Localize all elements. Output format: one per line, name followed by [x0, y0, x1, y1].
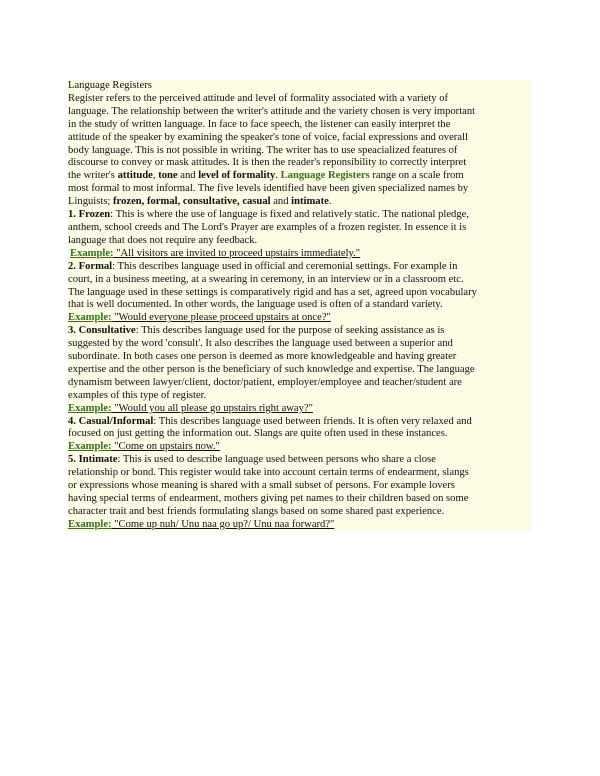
intro-text: ,: [152, 170, 159, 182]
intro-text: range on a scale from: [369, 170, 464, 182]
section-consultative: [68, 325, 532, 415]
term-formal: formal: [146, 196, 178, 208]
example-label: Example:: [68, 441, 112, 453]
example-text: "Would you all please go upstairs right away?": [111, 402, 313, 414]
section-text: : This is where the use of language is fixed and relatively static. The national pledge,: [110, 209, 469, 221]
section-line: suggested by the word 'consult'. It also describes the language used between a superior and: [68, 338, 453, 350]
intro-line: [68, 196, 532, 209]
section-line: having special terms of endearment, mothers giving pet names to their children based on some: [68, 493, 469, 504]
section-line: language that does not require any feedback.: [68, 234, 258, 246]
section-text: : This is used to describe language used between persons who share a close: [117, 454, 436, 466]
example-line: [68, 403, 532, 416]
intro-line: attitude of the speaker by examining the speaker's tone of voice, facial expressions and overall: [68, 131, 468, 143]
intro-text: .: [275, 170, 281, 182]
intro-text: .: [328, 196, 332, 208]
intro-line: [68, 170, 532, 183]
example-label: Example:: [68, 402, 112, 414]
section-line: examples of this type of register.: [68, 389, 207, 401]
term-consultative: consultative: [182, 196, 238, 208]
section-heading: 2. Formal: [68, 260, 113, 272]
section-heading: 3. Consultative: [68, 325, 136, 337]
intro-line: language. The relationship between the writer's attitude and the variety chosen is very important: [68, 105, 476, 117]
section-heading: 4. Casual/Informal: [68, 415, 154, 427]
section-line: [68, 261, 532, 274]
term-frozen: frozen: [113, 196, 142, 208]
intro-text: the writer's: [68, 170, 118, 182]
section-line: or expressions whose meaning is shared with a small subset of persons. For example lovers: [68, 480, 455, 492]
term-casual: casual: [242, 196, 271, 208]
example-label: Example:: [70, 247, 114, 259]
section-intimate: [68, 454, 532, 531]
section-line: [68, 454, 532, 467]
term-language-registers: Language Registers: [280, 170, 370, 182]
section-text: : This describes language used between friends. It is often very relaxed and: [153, 415, 472, 427]
example-line: [68, 248, 532, 261]
example-text: "Would everyone please proceed upstairs at once?": [111, 312, 331, 324]
section-line: focused on just getting the information out. Slangs are quite often used in these instances.: [68, 428, 448, 440]
intro-text: ,: [141, 196, 147, 208]
article-title: Language Registers: [68, 80, 152, 91]
term-intimate: intimate: [291, 196, 329, 208]
intro-text: Linguists;: [68, 196, 114, 208]
intro-line: discourse to convey or mask attitudes. It is then the reader's reponsibility to correctly interpret: [68, 157, 467, 169]
intro-line: in the study of written language. In face to face speech, the listener can easily interpret the: [68, 118, 451, 130]
section-line: subordinate. In both cases one person is deemed as more knowledgeable and having greater: [68, 351, 457, 363]
section-casual: [68, 416, 532, 455]
term-level-of-formality: level of formality: [198, 170, 276, 182]
section-line: The language used in these settings is comparatively rigid and has a set, agreed upon vocabulary: [68, 286, 477, 298]
article-body: [68, 80, 532, 532]
section-line: court, in a business meeting, at a swearing in ceremony, in an interview or in a classroom etc.: [68, 273, 464, 285]
term-tone: tone: [158, 170, 178, 182]
term-attitude: attitude: [117, 170, 153, 182]
section-frozen: [68, 209, 532, 261]
intro-paragraph: [68, 93, 532, 209]
intro-text: and: [270, 196, 292, 208]
intro-text: and: [177, 170, 199, 182]
section-line: character trait and best friends formulating slangs based on some shared past experience.: [68, 505, 445, 517]
example-label: Example:: [68, 312, 112, 324]
intro-line: most formal to most informal. The five levels identified have been given specialized names by: [68, 183, 469, 195]
example-line: [68, 441, 532, 454]
section-heading: 5. Intimate: [68, 454, 118, 466]
section-line: that is well documented. In other words, the language used is often of a standard variety.: [68, 299, 443, 311]
example-label: Example:: [68, 518, 112, 530]
section-line: [68, 325, 532, 338]
section-line: expertise and the other person is the beneficiary of such knowledge and expertise. The language: [68, 363, 475, 375]
intro-line: body language. This is not possible in writing. The writer has to use speacialized features of: [68, 144, 458, 156]
section-heading: 1. Frozen: [68, 209, 111, 221]
section-line: relationship or bond. This register would take into account certain terms of endearment, slangs: [68, 467, 469, 479]
section-text: : This describes language used in official and ceremonial settings. For example in: [112, 260, 458, 272]
example-line: [68, 312, 532, 325]
section-text: : This describes language used for the purpose of seeking assistance as is: [135, 325, 445, 337]
intro-line: Register refers to the perceived attitude and level of formality associated with a variety of: [68, 92, 449, 104]
section-line: anthem, school creeds and The Lord's Prayer are examples of a frozen register. In essence it is: [68, 221, 467, 233]
example-line: [68, 519, 532, 532]
section-line: dynamism between lawyer/client, doctor/patient, employer/employee and teacher/student are: [68, 376, 462, 388]
section-formal: [68, 261, 532, 326]
example-text: "Come up nuh/ Unu naa go up?/ Unu naa forward?": [111, 518, 335, 530]
section-line: [68, 209, 532, 222]
section-line: [68, 416, 532, 429]
example-text: "All visitors are invited to proceed upstairs immediately.": [113, 247, 361, 259]
intro-text: ,: [237, 196, 243, 208]
example-text: "Come on upstairs now.": [111, 441, 220, 453]
intro-text: ,: [177, 196, 183, 208]
